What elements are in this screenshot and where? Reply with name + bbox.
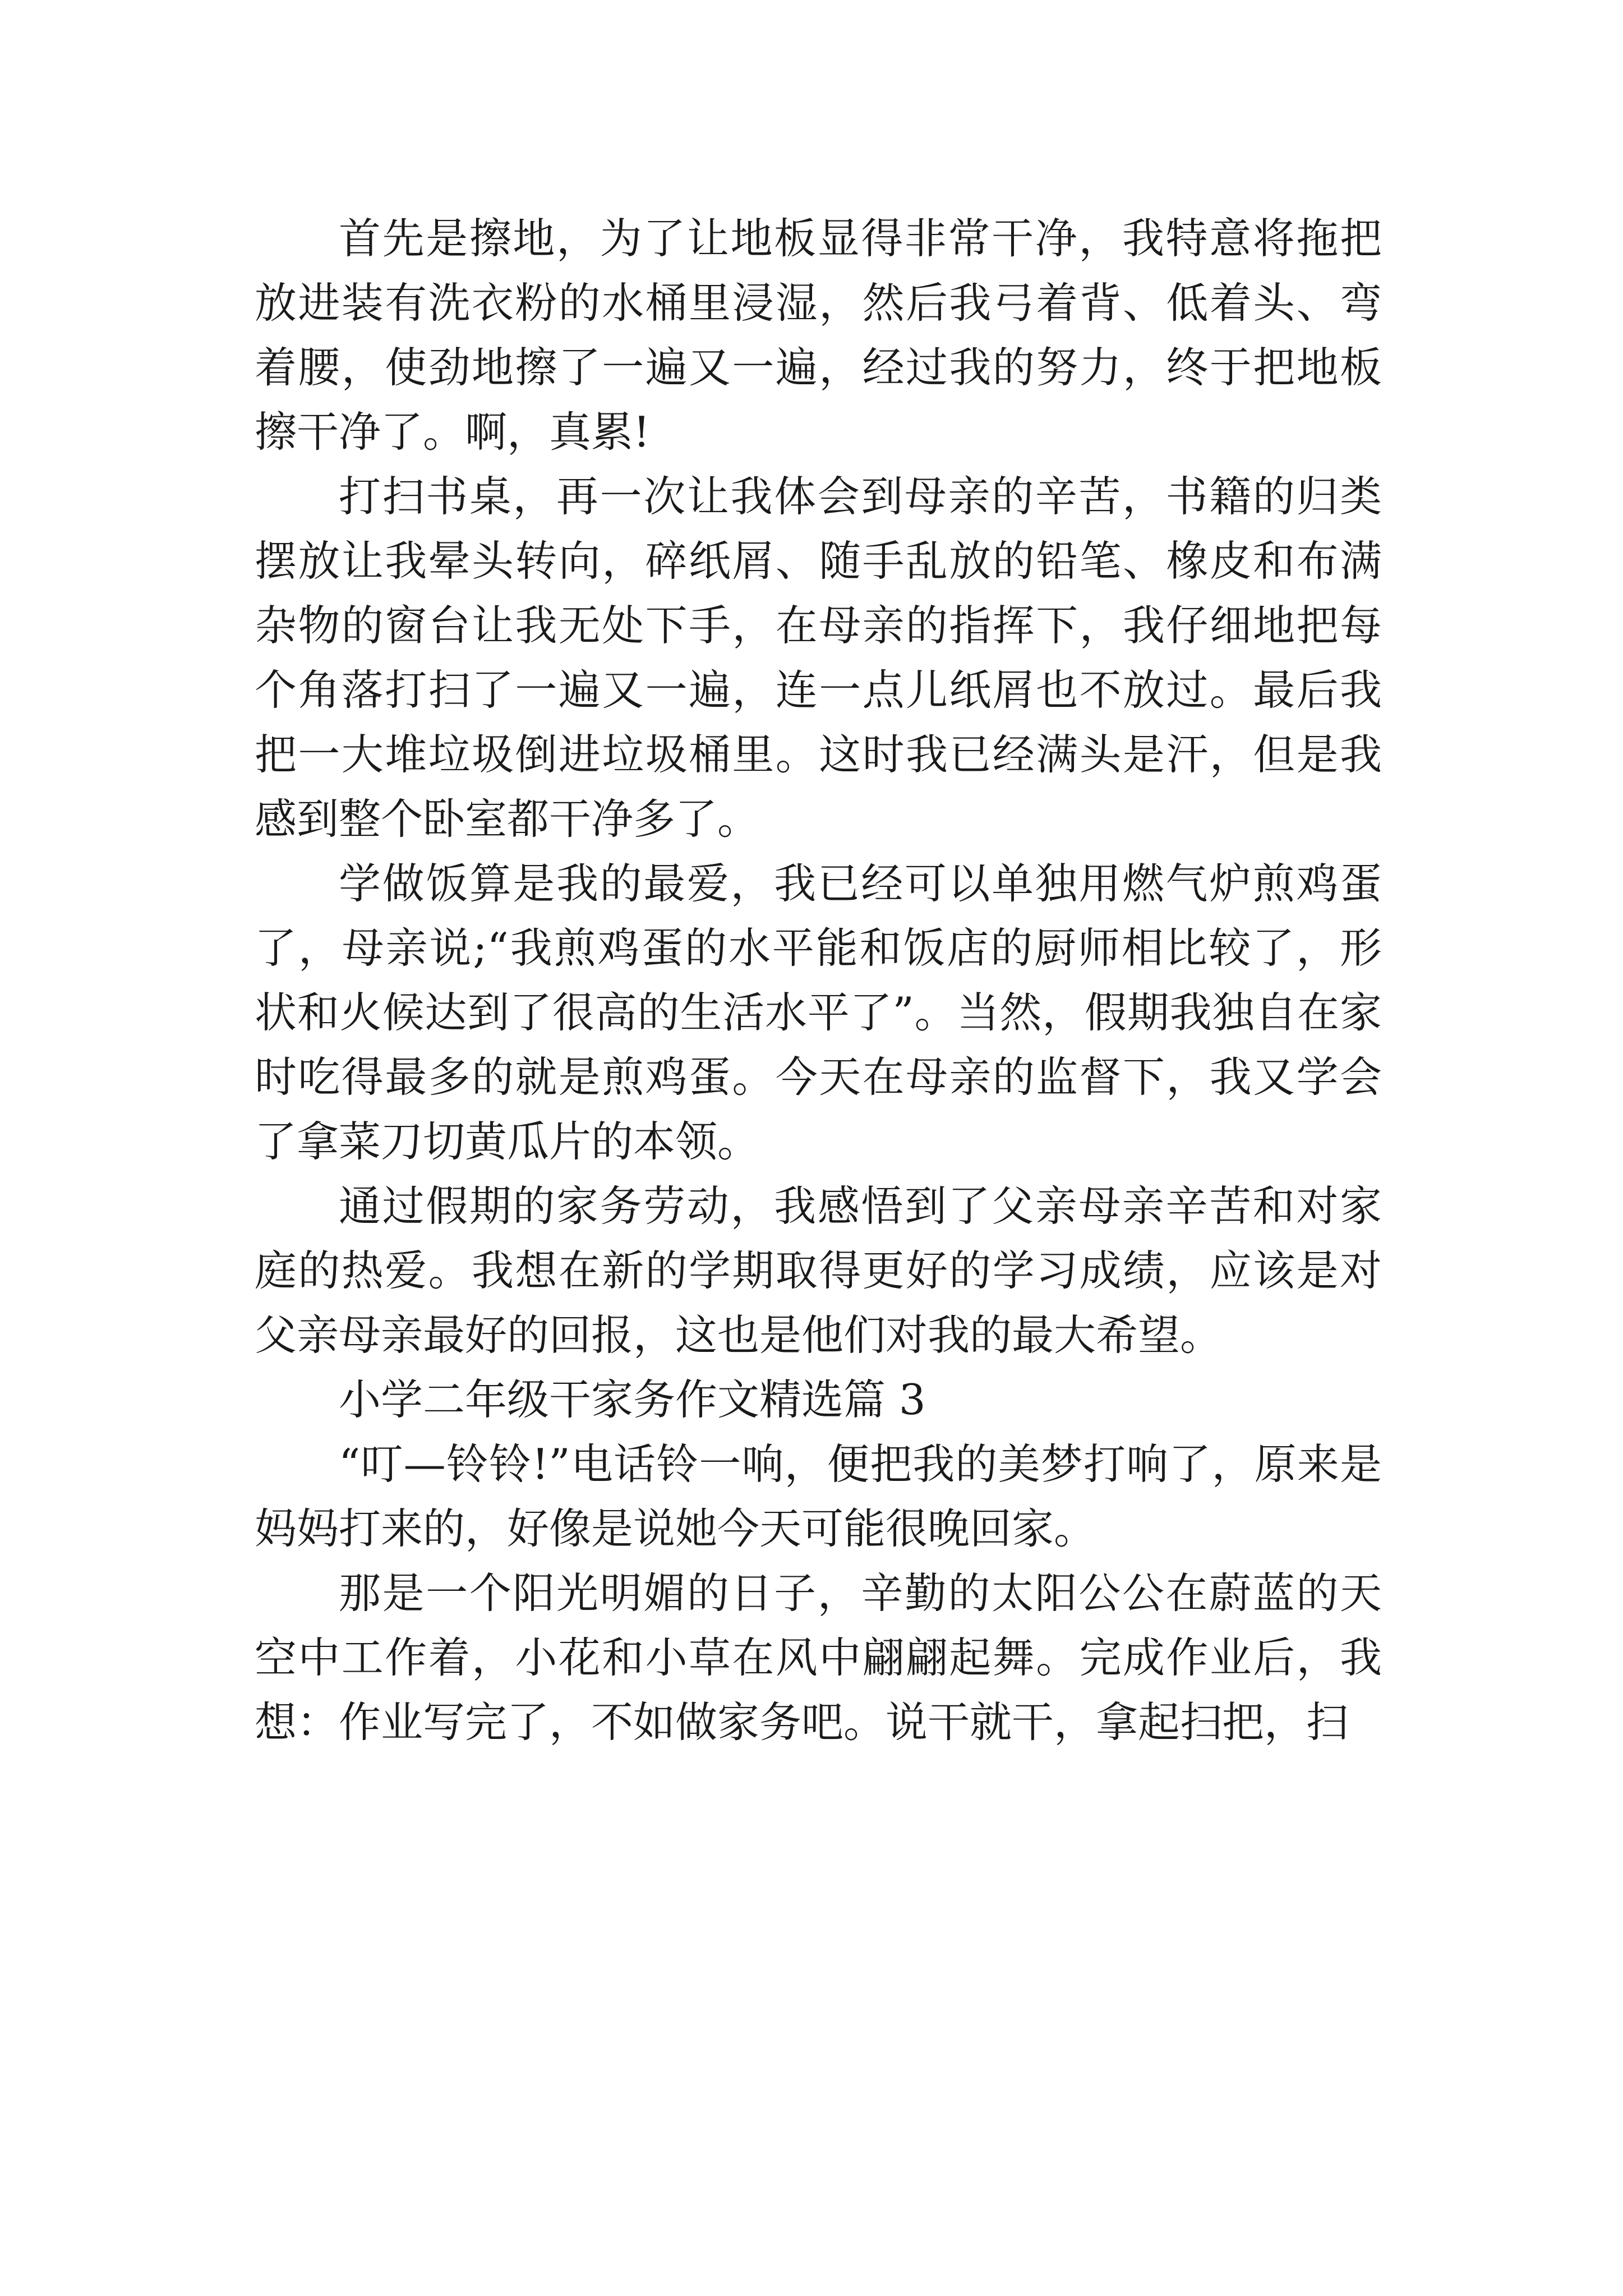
section-heading: 小学二年级干家务作文精选篇 3 — [339, 1375, 926, 1424]
paragraph-reflection: 通过假期的家务劳动，我感悟到了父亲母亲辛苦和对家庭的热爱。我想在新的学期取得更好的学习成绩，应该是对父亲母亲最好的回报，这也是他们对我的最大希望。 — [255, 1181, 1382, 1360]
paragraph-phone-call: “叮—铃铃!”电话铃一响，便把我的美梦打响了，原来是妈妈打来的，好像是说她今天可能很晚回家。 — [255, 1439, 1382, 1553]
paragraph-mopping: 首先是擦地，为了让地板显得非常干净，我特意将拖把放进装有洗衣粉的水桶里浸湿，然后我弓着背、低着头、弯着腰，使劲地擦了一遍又一遍，经过我的努力，终于把地板擦干净了。啊，真累! — [255, 214, 1382, 457]
paragraph-desk-cleaning: 打扫书桌，再一次让我体会到母亲的辛苦，书籍的归类摆放让我晕头转向，碎纸屑、随手乱放的铅笔、橡皮和布满杂物的窗台让我无处下手，在母亲的指挥下，我仔细地把每个角落打扫了一遍又一遍，连一点儿纸屑也不放过。最后我把一大堆垃圾倒进垃圾桶里。这时我已经满头是汗，但是我感到整个卧室都干净多了。 — [255, 472, 1382, 844]
paragraph-sunny-day: 那是一个阳光明媚的日子，辛勤的太阳公公在蔚蓝的天空中工作着，小花和小草在风中翩翩起舞。完成作业后，我想：作业写完了，不如做家务吧。说干就干，拿起扫把，扫 — [255, 1568, 1382, 1747]
paragraph-cooking: 学做饭算是我的最爱，我已经可以单独用燃气炉煎鸡蛋了，母亲说;“我煎鸡蛋的水平能和饭店的厨师相比较了，形状和火候达到了很高的生活水平了”。当然，假期我独自在家时吃得最多的就是煎鸡蛋。今天在母亲的监督下，我又学会了拿菜刀切黄瓜片的本领。 — [255, 859, 1382, 1166]
document-body — [255, 206, 1382, 1755]
